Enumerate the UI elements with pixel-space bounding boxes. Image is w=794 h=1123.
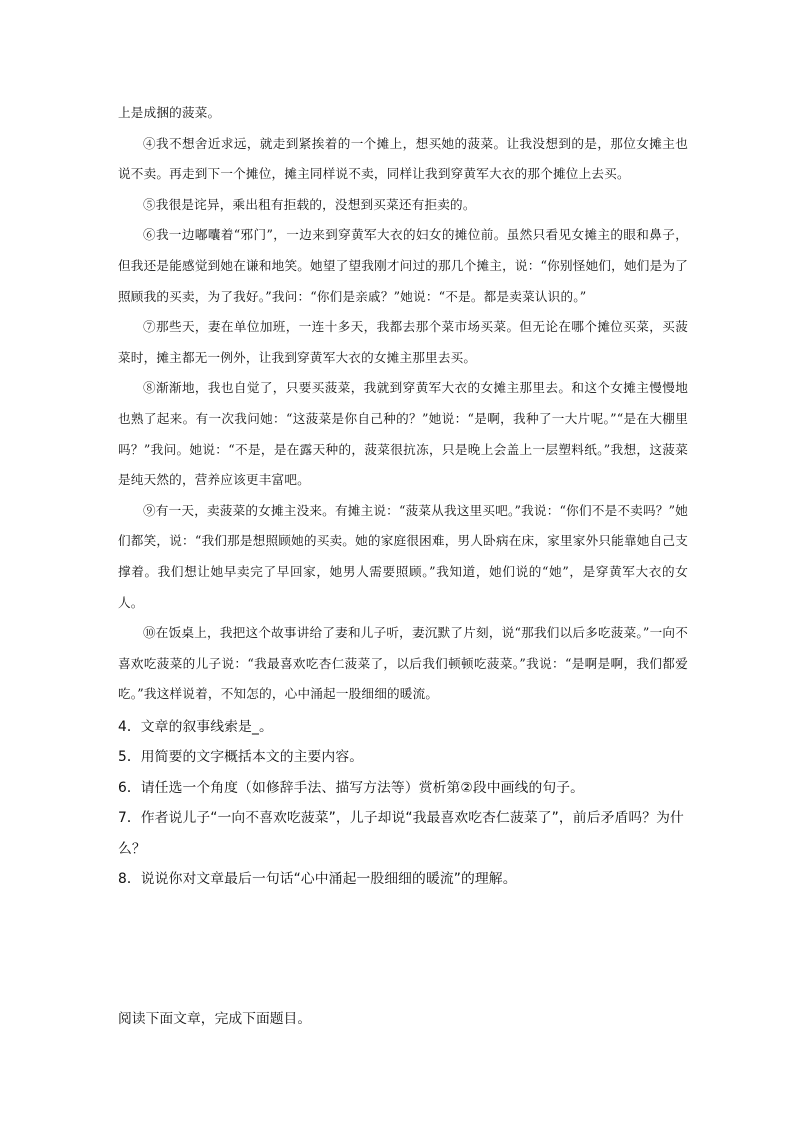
passage-paragraph-8: ⑧渐渐地，我也自觉了，只要买菠菜，我就到穿黄军大衣的女摊主那里去。和这个女摊主慢慢地也熟了起来。有一次我问她：“这菠菜是你自己种的？”她说：“是啊，我种了一大片呢。”“是在大棚里吗？”我问。她说：“不是，是在露天种的，菠菜很抗冻，只是晚上会盖上一层塑料纸。”我想，这菠菜是纯天然的，营养应该更丰富吧。 (118, 380, 688, 488)
question-6: 6．请任选一个角度（如修辞手法、描写方法等）赏析第②段中画线的句子。 (118, 779, 585, 796)
question-5: 5．用简要的文字概括本文的主要内容。 (118, 749, 364, 766)
passage-paragraph-continued: 上是成捆的菠菜。 (118, 105, 221, 120)
question-7: 7．作者说儿子“一向不喜欢吃菠菜”，儿子却说“我最喜欢吃杏仁菠菜了”，前后矛盾吗？为什么？ (118, 810, 684, 857)
passage-paragraph-5: ⑤我很是诧异，乘出租有拒载的，没想到买菜还有拒卖的。 (143, 196, 476, 212)
question-list (118, 712, 688, 895)
passage-paragraph-4: ④我不想舍近求远，就走到紧挨着的一个摊上，想买她的菠菜。让我没想到的是，那位女摊主也说不卖。再走到下一个摊位，摊主同样说不卖，同样让我到穿黄军大衣的那个摊位上去买。 (118, 135, 688, 182)
passage-paragraph-7: ⑦那些天，妻在单位加班，一连十多天，我都去那个菜市场买菜。但无论在哪个摊位买菜，买菠菜时，摊主都无一例外，让我到穿黄军大衣的女摊主那里去买。 (118, 319, 688, 365)
passage-paragraph-9: ⑨有一天，卖菠菜的女摊主没来。有摊主说：“菠菜从我这里买吧。”我说：“你们不是不卖吗？”她们都笑，说：“我们那是想照顾她的买卖。她的家庭很困难，男人卧病在床，家里家外只能靠她自己支撑着。我们想让她早卖完了早回家，她男人需要照顾。”我知道，她们说的“她”，是穿黄军大衣的女人。 (118, 502, 688, 610)
passage-paragraph-10: ⑩在饭桌上，我把这个故事讲给了妻和儿子听，妻沉默了片刻，说“那我们以后多吃菠菜。”一向不喜欢吃菠菜的儿子说：“我最喜欢吃杏仁菠菜了，以后我们顿顿吃菠菜。”我说：“是啊是啊，我们都爱吃。”我这样说着，不知怎的，心中涌起一股细细的暖流。 (118, 625, 688, 702)
reading-passage (118, 98, 688, 710)
next-section-instruction: 阅读下面文章，完成下面题目。 (118, 1011, 312, 1027)
question-4: 4．文章的叙事线索是_。 (118, 718, 273, 735)
passage-paragraph-6: ⑥我一边嘟囔着“邪门”，一边来到穿黄军大衣的妇女的摊位前。虽然只看见女摊主的眼和鼻子，但我还是能感觉到她在谦和地笑。她望了望我刚才问过的那几个摊主，说：“你别怪她们，她们是为了照顾我的买卖，为了我好。”我问：“你们是亲戚？”她说：“不是。都是卖菜认识的。” (118, 227, 688, 304)
question-8: 8．说说你对文章最后一句话“心中涌起一股细细的暖流”的理解。 (118, 871, 517, 888)
page-content (118, 98, 688, 895)
